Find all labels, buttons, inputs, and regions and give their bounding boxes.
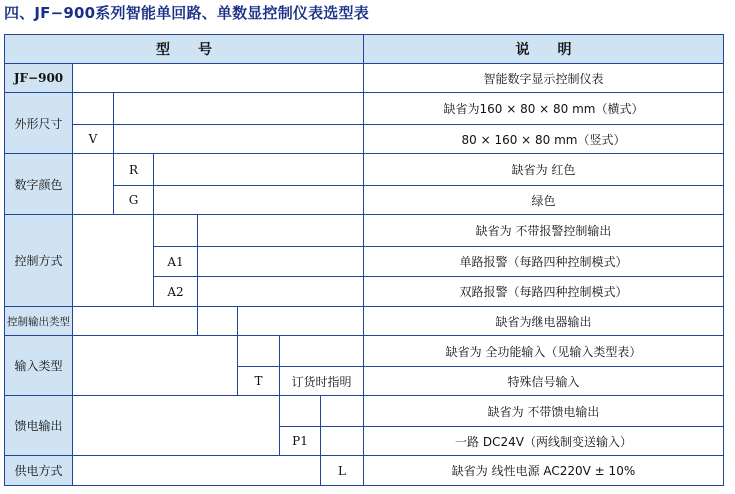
control-code-cell: A1 <box>153 246 198 277</box>
power-label-cell: 供电方式 <box>4 455 73 486</box>
input-desc-cell: 特殊信号输入 <box>363 366 724 396</box>
control-desc-cell: 缺省为 不带报警控制输出 <box>363 214 724 247</box>
empty-cell <box>72 214 154 307</box>
size-desc-cell: 80 × 160 × 80 mm（竖式） <box>363 124 724 154</box>
input-desc-cell: 缺省为 全功能输入（见输入类型表） <box>363 335 724 367</box>
empty-cell <box>72 395 280 456</box>
empty-cell <box>72 153 114 215</box>
empty-cell <box>72 306 198 336</box>
empty-cell <box>237 306 364 336</box>
control-label-cell: 控制方式 <box>4 214 73 307</box>
feed-label-cell: 馈电输出 <box>4 395 73 456</box>
model-name-cell: JF−900 <box>4 63 73 93</box>
control-desc-cell: 单路报警（每路四种控制模式） <box>363 246 724 277</box>
size-desc-cell: 缺省为160 × 80 × 80 mm（横式） <box>363 92 724 125</box>
color-code-cell: R <box>113 153 154 186</box>
empty-cell <box>197 306 238 336</box>
empty-cell <box>320 395 364 427</box>
input-code-cell <box>237 335 280 367</box>
empty-cell <box>72 63 364 93</box>
color-desc-cell: 缺省为 红色 <box>363 153 724 186</box>
output-type-label-cell: 控制输出类型 <box>4 306 73 336</box>
color-label-cell: 数字颜色 <box>4 153 73 215</box>
input-type-label-cell: 输入类型 <box>4 335 73 396</box>
control-desc-cell: 双路报警（每路四种控制模式） <box>363 276 724 307</box>
control-code-cell <box>153 214 198 247</box>
size-label-cell: 外形尺寸 <box>4 92 73 154</box>
header-description: 说 明 <box>363 34 724 64</box>
empty-cell <box>72 455 321 486</box>
input-note-cell: 订货时指明 <box>279 366 364 396</box>
feed-code-cell <box>279 395 321 427</box>
empty-cell <box>72 335 238 396</box>
empty-cell <box>153 185 364 215</box>
color-code-cell: G <box>113 185 154 215</box>
power-desc-cell: 缺省为 线性电源 AC220V ± 10% <box>363 455 724 486</box>
feed-desc-cell: 缺省为 不带馈电输出 <box>363 395 724 427</box>
empty-cell <box>197 246 364 277</box>
input-code-cell: T <box>237 366 280 396</box>
empty-cell <box>113 124 364 154</box>
empty-cell <box>197 214 364 247</box>
empty-cell <box>197 276 364 307</box>
feed-code-cell: P1 <box>279 426 321 456</box>
input-note-cell <box>279 335 364 367</box>
empty-cell <box>153 153 364 186</box>
header-model: 型 号 <box>4 34 364 64</box>
output-type-desc-cell: 缺省为继电器输出 <box>363 306 724 336</box>
page-title: 四、JF−900系列智能单回路、单数显控制仪表选型表 <box>4 4 369 22</box>
power-code-cell: L <box>320 455 364 486</box>
feed-desc-cell: 一路 DC24V（两线制变送输入） <box>363 426 724 456</box>
color-desc-cell: 绿色 <box>363 185 724 215</box>
empty-cell <box>113 92 364 125</box>
model-desc-cell: 智能数字显示控制仪表 <box>363 63 724 93</box>
size-code-cell <box>72 92 114 125</box>
empty-cell <box>320 426 364 456</box>
control-code-cell: A2 <box>153 276 198 307</box>
size-code-cell: V <box>72 124 114 154</box>
